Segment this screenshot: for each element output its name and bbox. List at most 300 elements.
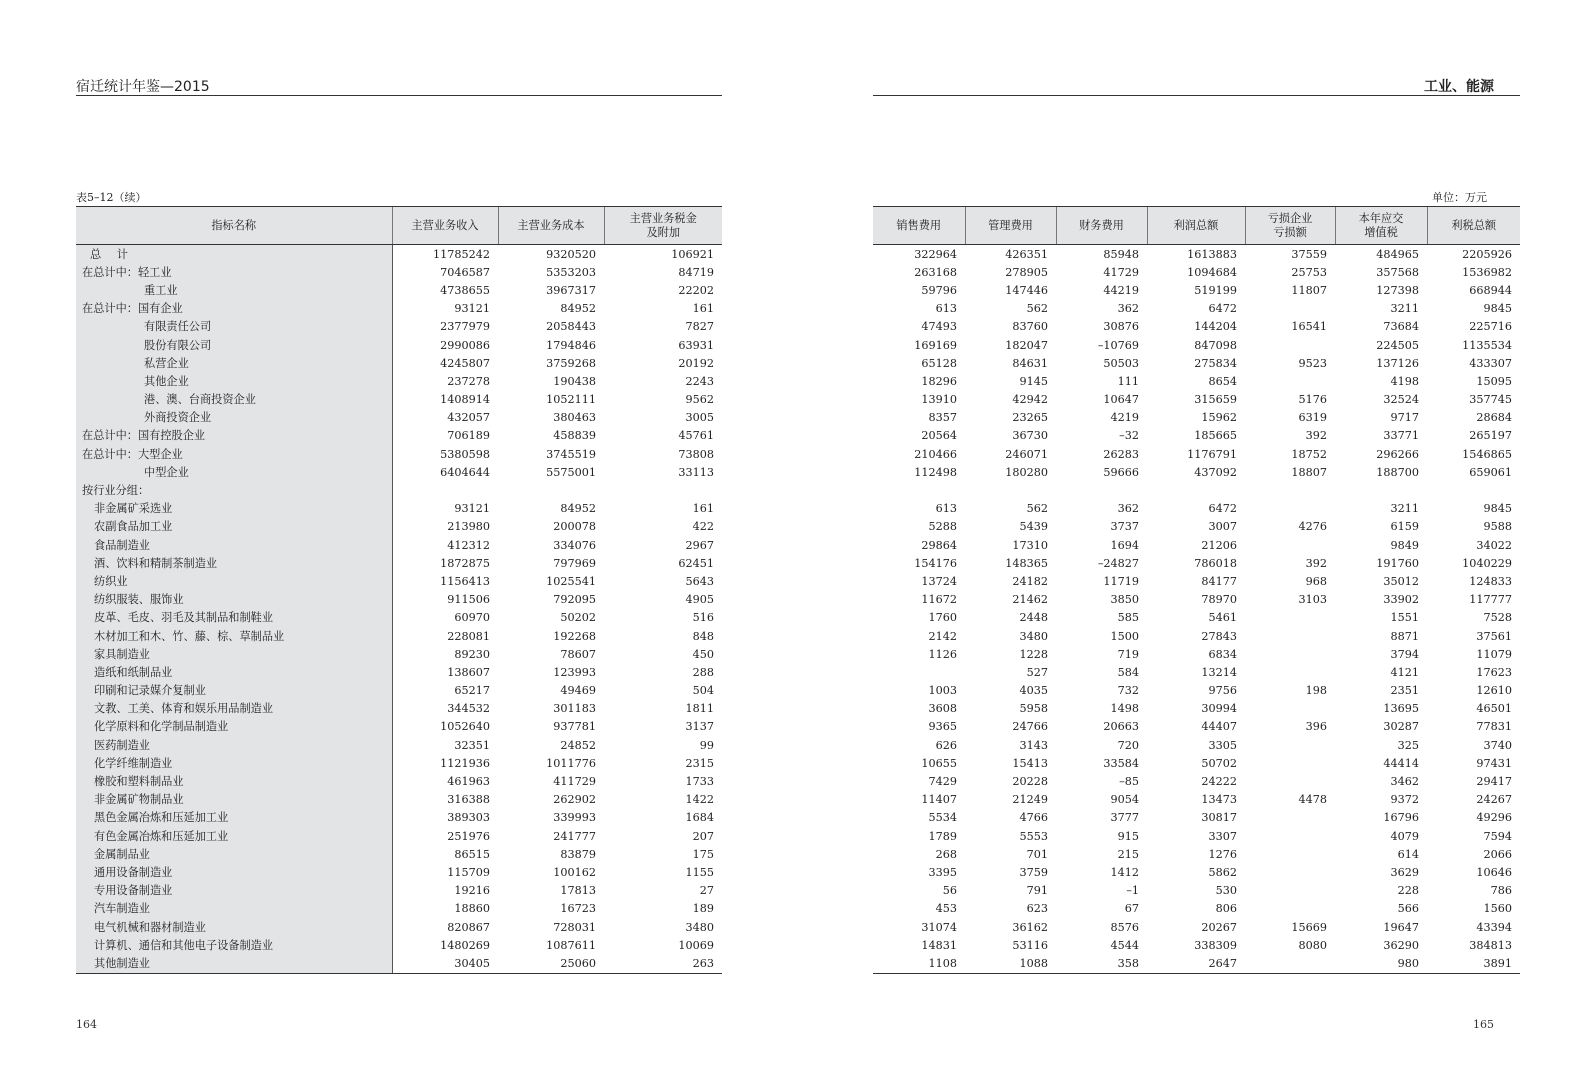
table-cell: 2205926 <box>1462 247 1512 261</box>
table-cell: 268 <box>935 847 957 861</box>
table-cell: 380463 <box>553 411 596 425</box>
table-cell: 584 <box>1117 665 1139 679</box>
table-cell: 2315 <box>685 756 714 770</box>
table-cell: 21206 <box>1201 538 1237 552</box>
table-row <box>873 245 1520 264</box>
table-cell: 33902 <box>1383 593 1419 607</box>
table-cell: 215 <box>1117 847 1139 861</box>
table-cell: 384813 <box>1469 938 1512 952</box>
table-cell: 2066 <box>1483 847 1512 861</box>
table-row <box>873 700 1520 718</box>
table-cell: 22202 <box>678 283 714 297</box>
table-row <box>873 918 1520 936</box>
table-cell: 6472 <box>1208 302 1237 316</box>
data-table-left <box>76 206 722 974</box>
table-cell: 5553 <box>1019 829 1048 843</box>
table-cell: 8357 <box>928 411 957 425</box>
row-label: 中型企业 <box>76 463 392 481</box>
table-row <box>76 572 722 590</box>
table-cell: 263 <box>604 954 722 973</box>
table-cell: 1155 <box>685 865 714 879</box>
table-cell: 339993 <box>553 811 596 825</box>
table-cell: 623 <box>1026 902 1048 916</box>
table-cell <box>1245 845 1335 863</box>
table-row <box>76 754 722 772</box>
table-cell: 422 <box>692 520 714 534</box>
table-cell: 613 <box>935 502 957 516</box>
table-cell: 3745519 <box>546 447 596 461</box>
table-cell: 29864 <box>921 538 957 552</box>
table-cell: 24852 <box>560 738 596 752</box>
table-cell: 4198 <box>1390 374 1419 388</box>
table-cell: 18296 <box>921 374 957 388</box>
row-label: 汽车制造业 <box>76 900 392 918</box>
table-cell: 85948 <box>1103 247 1139 261</box>
table-cell: 36730 <box>1012 429 1048 443</box>
table-cell: 1126 <box>928 647 957 661</box>
header-rule-left <box>76 95 722 96</box>
column-header: 财务费用 <box>1056 207 1147 245</box>
row-label: 电气机械和器材制造业 <box>76 918 392 936</box>
table-cell: 34022 <box>1476 538 1512 552</box>
table-cell: 2351 <box>1390 684 1419 698</box>
table-cell: 213980 <box>447 520 490 534</box>
table-cell: 190438 <box>553 374 596 388</box>
table-cell <box>873 663 965 681</box>
table-cell: 5575001 <box>546 465 596 479</box>
table-cell: 17623 <box>1476 665 1512 679</box>
table-cell: –1 <box>1126 884 1139 898</box>
table-cell: 3143 <box>1019 738 1048 752</box>
table-row <box>76 281 722 299</box>
table-cell: 263168 <box>914 265 957 279</box>
table-cell: 21462 <box>1012 593 1048 607</box>
table-cell: 8871 <box>1390 629 1419 643</box>
row-label: 化学原料和化学制品制造业 <box>76 718 392 736</box>
table-row <box>873 663 1520 681</box>
table-cell: 706189 <box>447 429 490 443</box>
table-cell: 25060 <box>498 954 604 973</box>
table-cell: 3137 <box>685 720 714 734</box>
table-row <box>873 336 1520 354</box>
table-cell: 2967 <box>685 538 714 552</box>
table-cell: 6319 <box>1298 411 1327 425</box>
table-cell: 73808 <box>678 447 714 461</box>
table-cell <box>1245 827 1335 845</box>
table-row <box>873 445 1520 463</box>
table-cell: 562 <box>1026 502 1048 516</box>
table-cell: 9372 <box>1390 793 1419 807</box>
table-cell: 3462 <box>1390 775 1419 789</box>
table-cell: 20564 <box>921 429 957 443</box>
table-cell: 3737 <box>1110 520 1139 534</box>
table-cell <box>392 481 498 499</box>
table-cell: 7827 <box>685 320 714 334</box>
table-row <box>76 354 722 372</box>
table-row <box>76 845 722 863</box>
table-cell: 251976 <box>447 829 490 843</box>
table-cell: 11672 <box>921 593 957 607</box>
table-row <box>76 263 722 281</box>
table-row <box>76 900 722 918</box>
table-cell: 450 <box>692 647 714 661</box>
table-cell: 5862 <box>1208 865 1237 879</box>
table-cell: 15962 <box>1201 411 1237 425</box>
table-row <box>76 463 722 481</box>
table-cell <box>1245 481 1335 499</box>
row-label: 医药制造业 <box>76 736 392 754</box>
table-cell: 99 <box>699 738 714 752</box>
table-cell: 16723 <box>560 902 596 916</box>
table-cell: 60970 <box>454 611 490 625</box>
table-cell: 792095 <box>553 593 596 607</box>
table-cell: 288 <box>692 665 714 679</box>
table-row <box>873 682 1520 700</box>
table-cell: 1087611 <box>546 938 596 952</box>
table-cell: 10069 <box>678 938 714 952</box>
table-cell: 30817 <box>1201 811 1237 825</box>
table-row <box>76 391 722 409</box>
table-cell: 4276 <box>1298 520 1327 534</box>
table-cell: 2058443 <box>546 320 596 334</box>
row-label: 化学纤维制造业 <box>76 754 392 772</box>
table-row <box>76 536 722 554</box>
table-cell: 27 <box>699 884 714 898</box>
table-row <box>76 918 722 936</box>
table-cell <box>1245 663 1335 681</box>
table-cell: 237278 <box>447 374 490 388</box>
table-cell: 17310 <box>1012 538 1048 552</box>
table-row <box>76 791 722 809</box>
table-row <box>76 954 722 973</box>
table-cell: 3480 <box>685 920 714 934</box>
table-cell: 10655 <box>921 756 957 770</box>
table-row <box>873 845 1520 863</box>
table-cell: 437092 <box>1194 465 1237 479</box>
table-cell: 44414 <box>1383 756 1419 770</box>
table-cell: 4544 <box>1110 938 1139 952</box>
table-cell <box>873 481 965 499</box>
table-cell: 701 <box>1026 847 1048 861</box>
table-cell: 19647 <box>1383 920 1419 934</box>
table-cell <box>1245 772 1335 790</box>
table-cell: 185665 <box>1194 429 1237 443</box>
table-cell: 161 <box>692 502 714 516</box>
row-label: 在总计中：轻工业 <box>76 263 392 281</box>
row-label: 私营企业 <box>76 354 392 372</box>
table-cell: 5353203 <box>546 265 596 279</box>
table-cell: 412312 <box>447 538 490 552</box>
table-row <box>873 809 1520 827</box>
table-cell: 728031 <box>553 920 596 934</box>
table-cell: 42942 <box>1012 393 1048 407</box>
table-cell <box>498 481 604 499</box>
table-cell: 36290 <box>1383 938 1419 952</box>
table-cell: 1684 <box>685 811 714 825</box>
table-cell: 806 <box>1215 902 1237 916</box>
table-header-right <box>873 207 1520 245</box>
column-header: 销售费用 <box>873 207 965 245</box>
table-cell: 484965 <box>1376 247 1419 261</box>
table-cell <box>1147 481 1245 499</box>
table-cell: 83879 <box>560 847 596 861</box>
table-row <box>76 809 722 827</box>
table-cell: 111 <box>1117 374 1139 388</box>
table-cell: 1108 <box>873 954 965 973</box>
table-cell: 50702 <box>1201 756 1237 770</box>
table-cell: 18860 <box>454 902 490 916</box>
table-cell: 362 <box>1117 502 1139 516</box>
table-cell: 848 <box>692 629 714 643</box>
table-cell: 786 <box>1490 884 1512 898</box>
table-cell: 362 <box>1117 302 1139 316</box>
table-cell: 10647 <box>1103 393 1139 407</box>
table-cell: 246071 <box>1005 447 1048 461</box>
table-cell: 4766 <box>1019 811 1048 825</box>
table-cell: 3211 <box>1390 302 1419 316</box>
table-row <box>873 627 1520 645</box>
table-cell: 791 <box>1026 884 1048 898</box>
table-cell: –85 <box>1119 775 1139 789</box>
table-cell: 2647 <box>1147 954 1245 973</box>
table-cell: 358 <box>1056 954 1147 973</box>
table-cell: 49469 <box>560 684 596 698</box>
table-cell: 4738655 <box>440 283 490 297</box>
table-cell: 1498 <box>1110 702 1139 716</box>
table-cell: 89230 <box>454 647 490 661</box>
table-cell: 23265 <box>1012 411 1048 425</box>
table-cell: 1536982 <box>1462 265 1512 279</box>
table-cell: 3480 <box>1019 629 1048 643</box>
table-cell: 1811 <box>685 702 714 716</box>
page-number-right: 165 <box>1473 1018 1494 1031</box>
table-row <box>76 718 722 736</box>
table-cell: 566 <box>1397 902 1419 916</box>
table-cell: 28684 <box>1476 411 1512 425</box>
table-cell: 5439 <box>1019 520 1048 534</box>
table-cell <box>1245 809 1335 827</box>
table-cell <box>1245 336 1335 354</box>
row-label: 皮革、毛皮、羽毛及其制品和制鞋业 <box>76 609 392 627</box>
table-cell: 44407 <box>1201 720 1237 734</box>
table-cell: 13473 <box>1201 793 1237 807</box>
table-cell: 29417 <box>1476 775 1512 789</box>
table-row <box>76 772 722 790</box>
table-cell: 392 <box>1305 429 1327 443</box>
table-cell: 241777 <box>553 829 596 843</box>
table-row <box>76 700 722 718</box>
table-cell: 3005 <box>685 411 714 425</box>
table-cell: 44219 <box>1103 283 1139 297</box>
table-cell: 16541 <box>1291 320 1327 334</box>
table-cell: 7594 <box>1483 829 1512 843</box>
table-cell: 191760 <box>1376 556 1419 570</box>
table-cell: 659061 <box>1469 465 1512 479</box>
table-cell: 33584 <box>1103 756 1139 770</box>
column-header: 本年应交 增值税 <box>1335 207 1427 245</box>
table-cell: 137126 <box>1376 356 1419 370</box>
table-cell: –24827 <box>1097 556 1139 570</box>
table-cell: 4121 <box>1390 665 1419 679</box>
table-cell: 5643 <box>685 574 714 588</box>
table-cell: 1794846 <box>546 338 596 352</box>
table-cell: 4079 <box>1390 829 1419 843</box>
table-row <box>873 572 1520 590</box>
table-cell: 24267 <box>1476 793 1512 807</box>
row-label: 计算机、通信和其他电子设备制造业 <box>76 936 392 954</box>
table-cell: 59666 <box>1103 465 1139 479</box>
table-row <box>873 536 1520 554</box>
row-label: 在总计中：大型企业 <box>76 445 392 463</box>
table-cell: 1872875 <box>440 556 490 570</box>
table-cell: 7429 <box>928 775 957 789</box>
table-cell: 5176 <box>1298 393 1327 407</box>
table-cell: 4478 <box>1298 793 1327 807</box>
table-cell: 9320520 <box>546 247 596 261</box>
table-cell: 124833 <box>1469 574 1512 588</box>
table-cell: 7528 <box>1483 611 1512 625</box>
table-cell: 613 <box>935 302 957 316</box>
table-row <box>76 372 722 390</box>
table-cell: 59796 <box>921 283 957 297</box>
table-cell: 9588 <box>1483 520 1512 534</box>
table-cell: 3850 <box>1110 593 1139 607</box>
table-cell: 225716 <box>1469 320 1512 334</box>
table-cell: 3759 <box>1019 865 1048 879</box>
table-cell: 9845 <box>1483 302 1512 316</box>
table-cell: 357745 <box>1469 393 1512 407</box>
table-row <box>873 645 1520 663</box>
table-cell: 65217 <box>454 684 490 698</box>
table-cell: 5380598 <box>440 447 490 461</box>
table-cell: 9054 <box>1110 793 1139 807</box>
table-cell: 26283 <box>1103 447 1139 461</box>
table-row <box>873 481 1520 499</box>
table-cell: 49296 <box>1476 811 1512 825</box>
table-cell: 915 <box>1117 829 1139 843</box>
table-cell: 6472 <box>1208 502 1237 516</box>
table-cell: 322964 <box>914 247 957 261</box>
table-cell: 228 <box>1397 884 1419 898</box>
table-cell: 1156413 <box>440 574 490 588</box>
table-cell: 6159 <box>1390 520 1419 534</box>
table-cell: 169169 <box>914 338 957 352</box>
table-cell: 35012 <box>1383 574 1419 588</box>
table-cell: 62451 <box>678 556 714 570</box>
table-cell <box>1245 536 1335 554</box>
table-cell: 3395 <box>928 865 957 879</box>
table-row <box>873 754 1520 772</box>
table-cell: 357568 <box>1376 265 1419 279</box>
row-label: 黑色金属冶炼和压延加工业 <box>76 809 392 827</box>
table-cell: 433307 <box>1469 356 1512 370</box>
column-header: 管理费用 <box>965 207 1056 245</box>
table-cell: 396 <box>1305 720 1327 734</box>
table-cell <box>1245 863 1335 881</box>
row-label: 木材加工和木、竹、藤、棕、草制品业 <box>76 627 392 645</box>
table-cell: 519199 <box>1194 283 1237 297</box>
table-cell: 15669 <box>1291 920 1327 934</box>
table-cell: 1011776 <box>546 756 596 770</box>
table-row <box>76 736 722 754</box>
table-cell: 45761 <box>678 429 714 443</box>
row-label: 印刷和记录媒介复制业 <box>76 682 392 700</box>
table-cell: 24766 <box>1012 720 1048 734</box>
table-cell: 30405 <box>392 954 498 973</box>
table-cell: 275834 <box>1194 356 1237 370</box>
table-cell: 18807 <box>1291 465 1327 479</box>
table-row <box>873 318 1520 336</box>
table-cell: 24182 <box>1012 574 1048 588</box>
table-cell: 719 <box>1117 647 1139 661</box>
table-cell: 334076 <box>553 538 596 552</box>
table-cell: 115709 <box>447 865 490 879</box>
column-header: 主营业务税金 及附加 <box>604 207 722 245</box>
table-cell: –32 <box>1119 429 1139 443</box>
table-cell: 5958 <box>1019 702 1048 716</box>
table-cell: 3307 <box>1208 829 1237 843</box>
table-cell: 3608 <box>928 702 957 716</box>
table-cell: 161 <box>692 302 714 316</box>
table-cell: 1789 <box>928 829 957 843</box>
table-cell: 1500 <box>1110 629 1139 643</box>
row-label: 有限责任公司 <box>76 318 392 336</box>
table-cell <box>1056 481 1147 499</box>
table-cell: 32524 <box>1383 393 1419 407</box>
table-cell: 732 <box>1117 684 1139 698</box>
table-cell: 5461 <box>1208 611 1237 625</box>
table-cell: 30994 <box>1201 702 1237 716</box>
table-cell: 13724 <box>921 574 957 588</box>
table-cell: 2142 <box>928 629 957 643</box>
table-cell: 1040229 <box>1462 556 1512 570</box>
table-cell: 1025541 <box>546 574 596 588</box>
table-cell: 86515 <box>454 847 490 861</box>
table-row <box>873 372 1520 390</box>
table-cell: 16796 <box>1383 811 1419 825</box>
table-cell: 83760 <box>1012 320 1048 334</box>
table-cell: 10646 <box>1476 865 1512 879</box>
table-cell: 182047 <box>1005 338 1048 352</box>
table-cell: 562 <box>1026 302 1048 316</box>
table-cell <box>1245 700 1335 718</box>
table-row <box>873 427 1520 445</box>
table-cell: 20192 <box>678 356 714 370</box>
table-cell: 11407 <box>921 793 957 807</box>
table-cell: 9849 <box>1390 538 1419 552</box>
table-cell: 73684 <box>1383 320 1419 334</box>
table-row <box>76 445 722 463</box>
table-cell: 31074 <box>921 920 957 934</box>
table-cell: 4219 <box>1110 411 1139 425</box>
table-cell: 1480269 <box>440 938 490 952</box>
table-cell: 180280 <box>1005 465 1048 479</box>
table-cell: 3740 <box>1483 738 1512 752</box>
column-header: 主营业务成本 <box>498 207 604 245</box>
table-cell: 77831 <box>1476 720 1512 734</box>
table-cell: 453 <box>935 902 957 916</box>
table-row <box>873 500 1520 518</box>
table-cell: 41729 <box>1103 265 1139 279</box>
table-cell: 11719 <box>1103 574 1139 588</box>
table-cell: 67 <box>1124 902 1139 916</box>
table-cell: 7046587 <box>440 265 490 279</box>
table-cell: 11785242 <box>433 247 490 261</box>
table-cell: 9717 <box>1390 411 1419 425</box>
table-cell <box>604 481 722 499</box>
table-row <box>873 736 1520 754</box>
table-cell: 20267 <box>1201 920 1237 934</box>
